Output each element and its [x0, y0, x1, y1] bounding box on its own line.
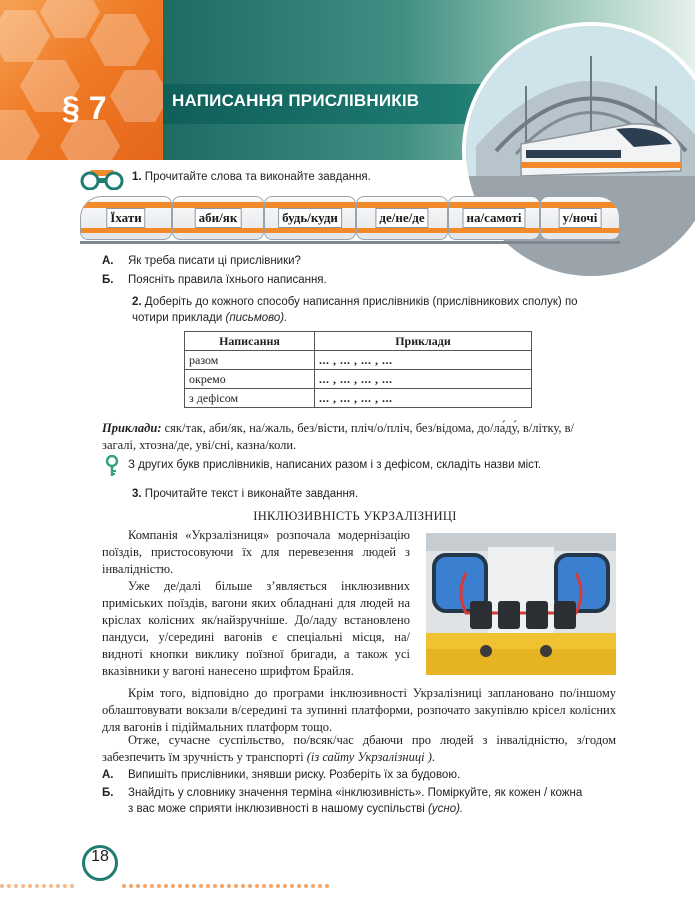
task-1-number: 1.	[132, 171, 142, 183]
table-cell: окремо	[185, 370, 315, 389]
text-paragraph: Компанія «Укрзалізниця» розпочала модернізацію поїздів, пристосовуючи їх для перевезення людей з інвалідністю.	[102, 528, 410, 576]
train-rail	[80, 241, 620, 244]
reading-text-title: ІНКЛЮЗИВНІСТЬ УКРЗАЛІЗНИЦІ	[253, 509, 457, 523]
page-title: НАПИСАННЯ ПРИСЛІВНИКІВ	[172, 91, 420, 110]
task-3-number: 3.	[132, 488, 142, 500]
question-text: Як треба писати ці прислівники?	[128, 255, 301, 267]
task-1-question	[102, 255, 301, 267]
train-word-illustration	[80, 196, 620, 244]
header-orange-block	[0, 0, 163, 160]
examples-lead: Приклади:	[102, 421, 162, 435]
table-header-row	[185, 332, 532, 351]
table-cell: ... , ... , ... , ...	[315, 370, 532, 389]
task-3-question	[102, 785, 588, 817]
table-cell: ... , ... , ... , ...	[315, 351, 532, 370]
text-paragraph: Уже де/далі більше з’являється інклюзивних приміських поїздів, вагони яких обладнані для людей на кріслах колісних як/найзручніше. До/ладу встановлено пандуси, у/середині вагонів є спеціальні місця, на/видноті кнопки виклику поїзної бригади, а також усі вказівники у вагоні нанесено шрифтом Брайля.	[102, 579, 410, 678]
text-paragraph: Отже, сучасне суспільство, по/всяк/час дбаючи про людей з інвалідністю, з/годом забезпечить їм зручність у транспорті	[102, 733, 616, 764]
table-cell: з дефісом	[185, 389, 315, 408]
task-3-instruction	[132, 488, 358, 500]
train-car	[448, 196, 540, 240]
train-word: Їхати	[106, 208, 145, 228]
question-text: Випишіть прислівники, знявши риску. Розберіть їх за будовою.	[128, 769, 461, 781]
train-car	[264, 196, 356, 240]
page-number: 18	[82, 845, 118, 881]
text-source: (із сайту Укрзалізниці )	[306, 750, 432, 764]
table-cell: ... , ... , ... , ...	[315, 389, 532, 408]
text-source-end: .	[431, 750, 435, 764]
train-car	[80, 196, 172, 240]
task-1-text: Прочитайте слова та виконайте завдання.	[144, 171, 371, 183]
footer-dot-line	[122, 875, 332, 881]
task-2-number: 2.	[132, 296, 142, 308]
section-number: § 7	[62, 90, 107, 126]
task-3-text: Прочитайте текст і виконайте завдання.	[144, 488, 359, 500]
task-2-text: Доберіть до кожного способу написання прислівників (прислівникових сполук) по чотири приклади	[132, 296, 578, 324]
examples-paragraph	[102, 420, 602, 454]
task-2-note: (письмово).	[225, 312, 288, 324]
question-label: Б.	[102, 787, 114, 799]
text-paragraph-final	[102, 732, 616, 766]
train-word: на/самоті	[462, 208, 525, 228]
task-1-instruction	[132, 171, 371, 183]
inclusive-wagon-photo	[426, 533, 616, 675]
question-label: Б.	[102, 274, 114, 286]
train-car	[540, 196, 620, 240]
table-row	[185, 351, 532, 370]
train-word: де/не/де	[375, 208, 428, 228]
spelling-table	[184, 331, 532, 408]
train-car	[172, 196, 264, 240]
task-3-question	[102, 767, 608, 783]
task-2-instruction	[132, 294, 602, 326]
table-header: Приклади	[315, 332, 532, 351]
task-1-question	[102, 274, 327, 286]
question-note: (усно).	[428, 803, 464, 815]
table-cell: разом	[185, 351, 315, 370]
table-row	[185, 389, 532, 408]
table-row	[185, 370, 532, 389]
train-word: аби/як	[195, 208, 242, 228]
train-word: у/ночі	[559, 208, 602, 228]
binoculars-icon	[80, 168, 124, 190]
question-label: А.	[102, 255, 114, 267]
train-car	[356, 196, 448, 240]
hint-text: З других букв прислівників, написаних разом і з дефісом, складіть назви міст.	[128, 459, 542, 471]
key-icon	[104, 455, 120, 477]
table-header: Написання	[185, 332, 315, 351]
footer-dot-line	[0, 875, 77, 881]
question-text: Поясніть правила їхнього написання.	[128, 274, 327, 286]
question-text: Знайдіть у словнику значення терміна «інклюзивність». Поміркуйте, як кожен / кожна з вас може сприяти інклюзивності в нашому суспільстві	[128, 787, 583, 815]
train-word: будь/куди	[278, 208, 342, 228]
question-label: А.	[102, 769, 114, 781]
examples-text: сяк/так, аби/як, на/жаль, без/вісти, пліч/о/пліч, без/відома, до/ла́ду́, в/літку, в/загалі, хтозна/де, уві/сні, казна/коли.	[102, 421, 574, 452]
text-paragraph: Крім того, відповідно до програми інклюзивності Укрзалізниці заплановано по/іншому облаштовувати вокзали в/середині та зупинні платформи, розпочато закупівлю крісел колісних для вагонів і підіймальних платформ тощо.	[102, 686, 616, 734]
